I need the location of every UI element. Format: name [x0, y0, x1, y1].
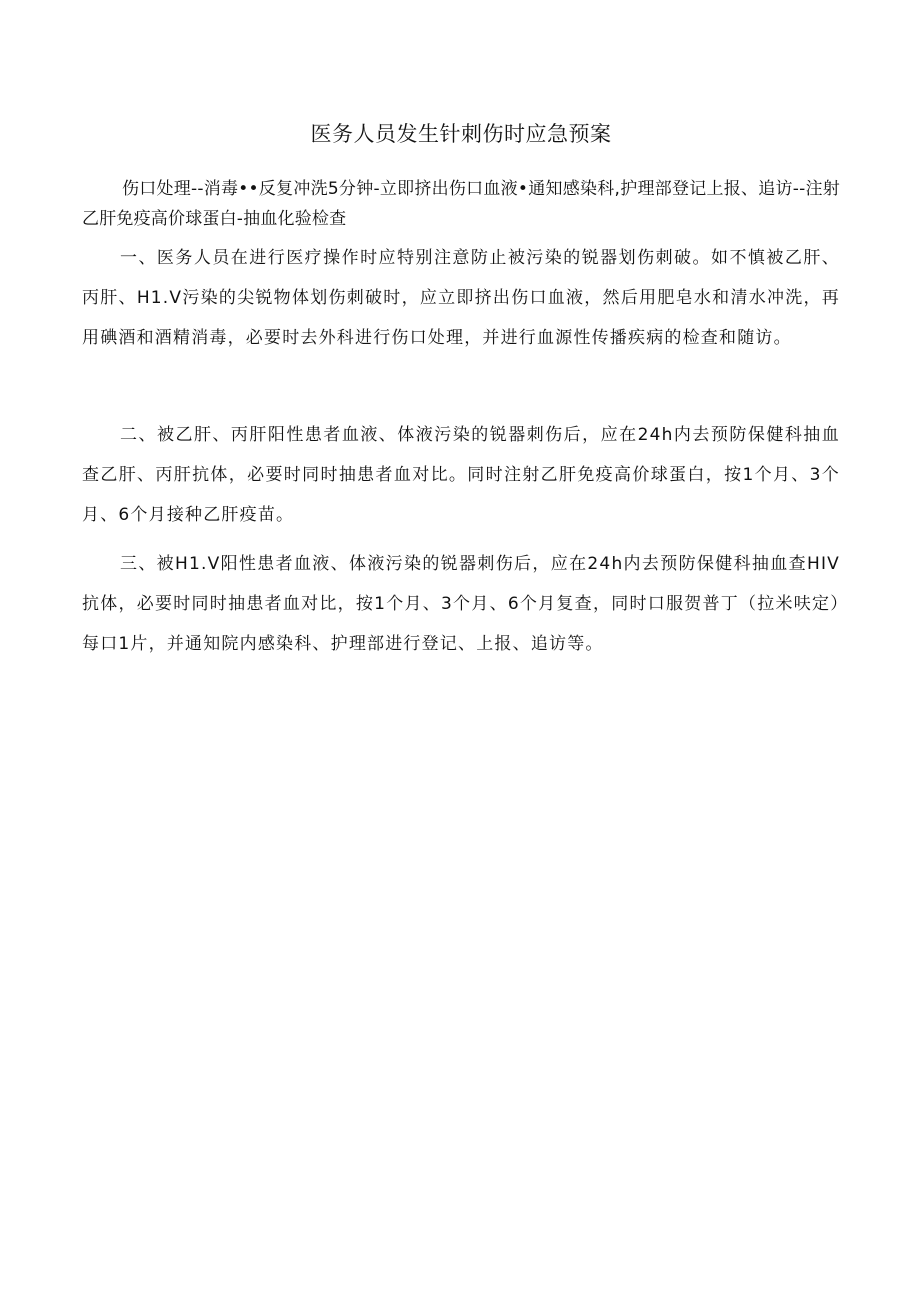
- paragraph-two: 二、被乙肝、丙肝阳性患者血液、体液污染的锐器刺伤后，应在24h内去预防保健科抽血查乙肝、丙肝抗体，必要时同时抽患者血对比。同时注射乙肝免疫高价球蛋白，按1个月、3个月、6个月接种乙肝疫苗。: [82, 425, 840, 525]
- procedure-summary: 伤口处理--消毒••反复冲洗5分钟-立即挤出伤口血液•通知感染科,护理部登记上报、追访--注射乙肝免疫高价球蛋白-抽血化验检查: [82, 179, 840, 229]
- document-title: 医务人员发生针刺伤时应急预案: [310, 122, 612, 146]
- paragraph-one: 一、医务人员在进行医疗操作时应特别注意防止被污染的锐器划伤刺破。如不慎被乙肝、丙肝、H1.V污染的尖锐物体划伤刺破时，应立即挤出伤口血液，然后用肥皂水和清水冲洗，再用碘酒和酒精消毒，必要时去外科进行伤口处理，并进行血源性传播疾病的检查和随访。: [82, 248, 840, 348]
- paragraph-three: 三、被H1.V阳性患者血液、体液污染的锐器刺伤后，应在24h内去预防保健科抽血查HIV抗体，必要时同时抽患者血对比，按1个月、3个月、6个月复查，同时口服贺普丁（拉米呋定）每口1片，并通知院内感染科、护理部进行登记、上报、追访等。: [82, 554, 840, 654]
